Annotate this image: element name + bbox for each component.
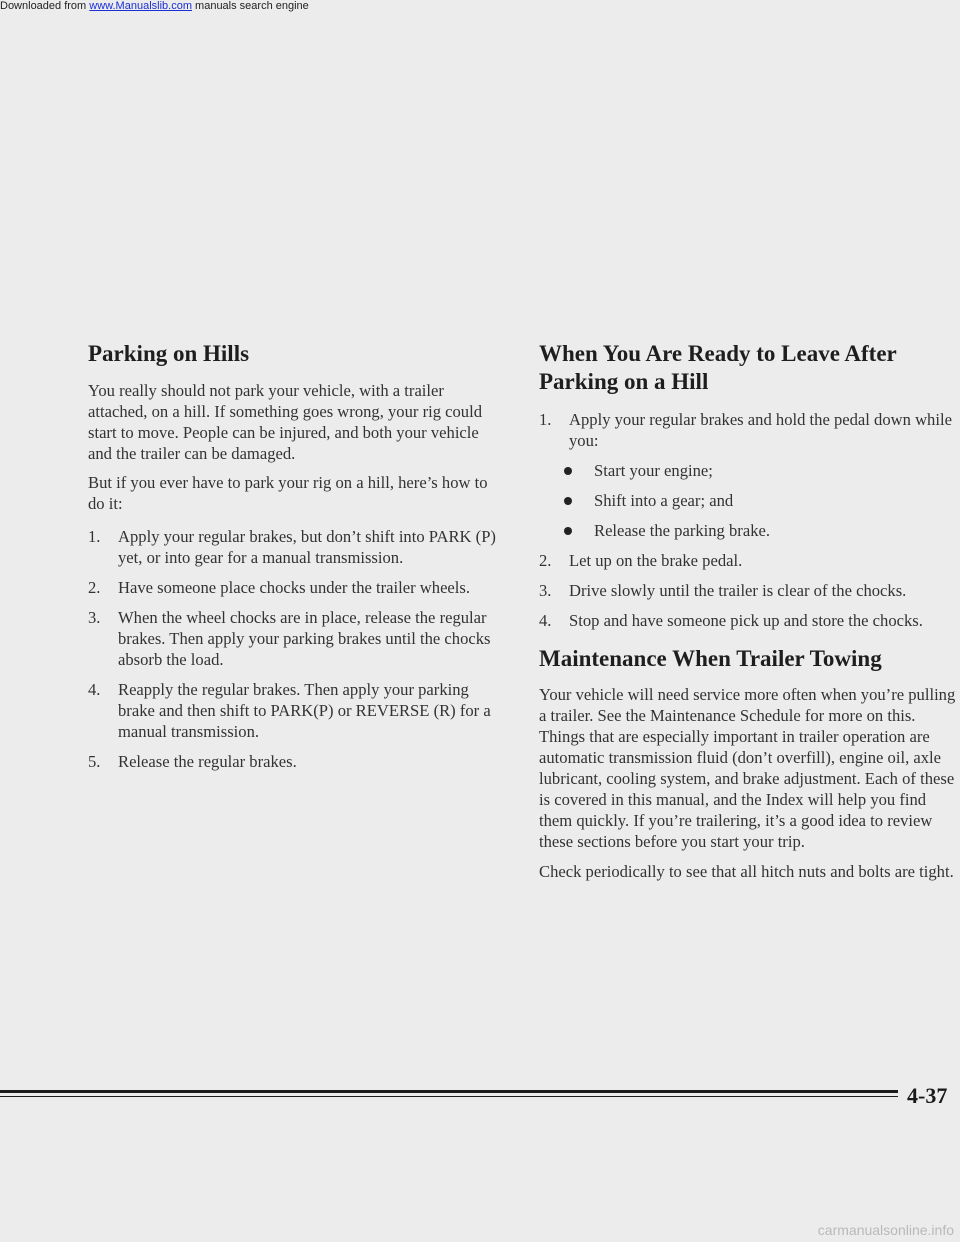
left-column [88,340,508,772]
parking-steps-list [88,526,508,772]
paragraph-how-to: But if you ever have to park your rig on a hill, here’s how to do it: [88,473,488,513]
heading-maintenance: Maintenance When Trailer Towing [539,646,882,671]
step-text: When the wheel chocks are in place, release the regular brakes. Then apply your parking brakes until the chocks absorb the load. [118,608,491,669]
list-item [539,610,959,631]
list-item [88,679,508,742]
bullet-icon [564,527,572,535]
step-number: 4. [88,680,101,699]
list-item [88,607,508,670]
step-text: Let up on the brake pedal. [569,551,743,570]
list-item [539,460,959,481]
step-number: 3. [88,608,101,627]
step-number: 2. [88,578,101,597]
page-number: 4-37 [907,1083,948,1108]
list-item [88,577,508,598]
footer-rule-thin [0,1096,898,1097]
step-number: 1. [88,527,101,546]
list-item [539,490,959,511]
step-text: Apply your regular brakes, but don’t shift into PARK (P) yet, or into gear for a manual transmission. [118,527,496,567]
step-text: Apply your regular brakes and hold the pedal down while you: [569,410,952,450]
list-item [539,409,959,451]
step-text: Have someone place chocks under the trailer wheels. [118,578,471,597]
leave-steps-list-continued [539,550,959,631]
step-number: 1. [539,410,552,429]
list-item [88,751,508,772]
list-item [539,550,959,571]
engine-bullets-list [539,460,959,541]
step-text: Stop and have someone pick up and store the chocks. [569,611,923,630]
heading-parking-on-hills: Parking on Hills [88,341,250,366]
banner-suffix: manuals search engine [191,0,309,12]
step-text: Drive slowly until the trailer is clear of the chocks. [569,581,907,600]
footer-divider [0,1090,898,1097]
bullet-icon [564,467,572,475]
paragraph-warning: You really should not park your vehicle, with a trailer attached, on a hill. If something goes wrong, your rig could start to move. People can be injured, and both your vehicle and the trailer can be damaged. [88,381,483,463]
watermark: carmanualsonline.info [817,1222,954,1238]
leave-steps-list [539,409,959,451]
footer-rule-thick [0,1090,898,1093]
bullet-text: Start your engine; [594,461,713,480]
bullet-text: Release the parking brake. [594,521,771,540]
step-text: Reapply the regular brakes. Then apply your parking brake and then shift to PARK(P) or REVERSE (R) for a manual transmission. [118,680,491,741]
paragraph-check-hitch: Check periodically to see that all hitch nuts and bolts are tight. [539,862,954,881]
heading-ready-to-leave: When You Are Ready to Leave After Parking on a Hill [539,341,897,394]
list-item [88,526,508,568]
list-item [539,580,959,601]
step-number: 2. [539,551,552,570]
step-number: 5. [88,752,101,771]
step-number: 4. [539,611,552,630]
list-item [539,520,959,541]
manualslib-link[interactable]: www.Manualslib.com [89,0,192,12]
right-column [539,340,959,882]
step-text: Release the regular brakes. [118,752,297,771]
banner-prefix: Downloaded from [0,0,90,12]
step-number: 3. [539,581,552,600]
bullet-icon [564,497,572,505]
paragraph-maintenance: Your vehicle will need service more often when you’re pulling a trailer. See the Maintenance Schedule for more on this. Things that are especially important in trailer operation are automatic transmission fluid (don’t overfill), engine oil, axle lubricant, cooling system, and brake adjustment. Each of these is covered in this manual, and the Index will help you find them quickly. If you’re trailering, it’s a good idea to review these sections before you start your trip. [539,685,956,851]
bullet-text: Shift into a gear; and [594,491,734,510]
